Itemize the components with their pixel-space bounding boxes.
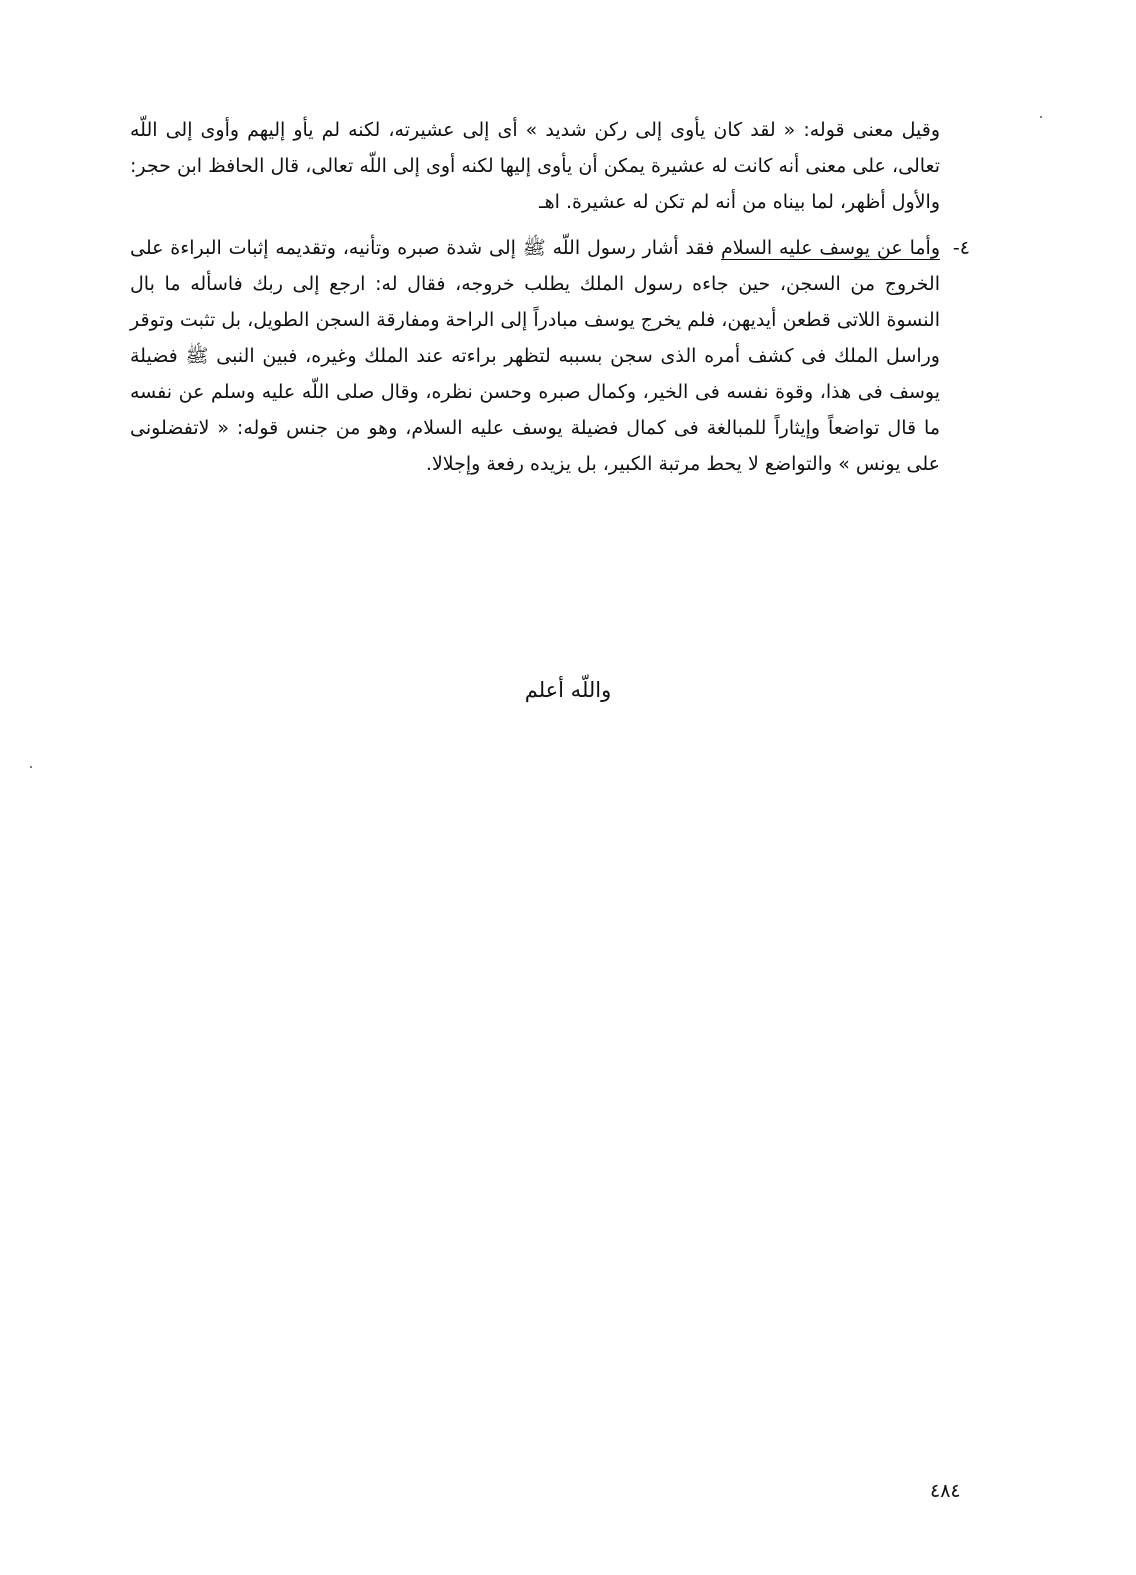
item-4-text — [130, 230, 940, 482]
page-body — [130, 112, 970, 482]
item-body: فقد أشار رسول اللّه ﷺ إلى شدة صبره وتأنيه، وتقديمه إثبات البراءة على الخروج من السجن، حين جاءه رسول الملك يطلب خروجه، فقال له: ارجع إلى ربك فاسأله ما بال النسوة اللاتى قطعن أيديهن، فلم يخرج يوسف مبادراً إلى الراحة ومفارقة السجن الطويل، بل تثبت وتوقر وراسل الملك فى كشف أمره الذى سجن بسببه لتظهر براءته عند الملك وغيره، فبين النبى ﷺ فضيلة يوسف فى هذا، وقوة نفسه فى الخير، وكمال صبره وحسن نظره، وقال صلى اللّه عليه وسلم عن نفسه ما قال تواضعاً وإيثاراً للمبالغة فى كمال فضيلة يوسف عليه السلام، وهو من جنس قوله: « لاتفضلونى على يونس » والتواضع لا يحط مرتبة الكبير، بل يزيده رفعة وإجلالا. — [130, 237, 940, 475]
scan-speck — [1040, 116, 1042, 118]
scan-speck — [30, 766, 32, 768]
item-number: ٤- — [952, 237, 970, 259]
item-heading-underlined: وأما عن يوسف عليه السلام — [721, 237, 940, 259]
page-number: ٤٨٤ — [930, 1480, 961, 1502]
paragraph-intro: وقيل معنى قوله: « لقد كان يأوى إلى ركن شديد » أى إلى عشيرته، لكنه لم يأو إليهم وأوى إلى اللّه تعالى، على معنى أنه كانت له عشيرة يمكن أن يأوى إليها لكنه أوى إلى اللّه تعالى، قال الحافظ ابن حجر: والأول أظهر، لما بيناه من أنه لم تكن له عشيرة. اهـ — [130, 119, 940, 213]
closing-phrase: واللّه أعلم — [524, 678, 612, 702]
numbered-item-4 — [130, 230, 970, 482]
